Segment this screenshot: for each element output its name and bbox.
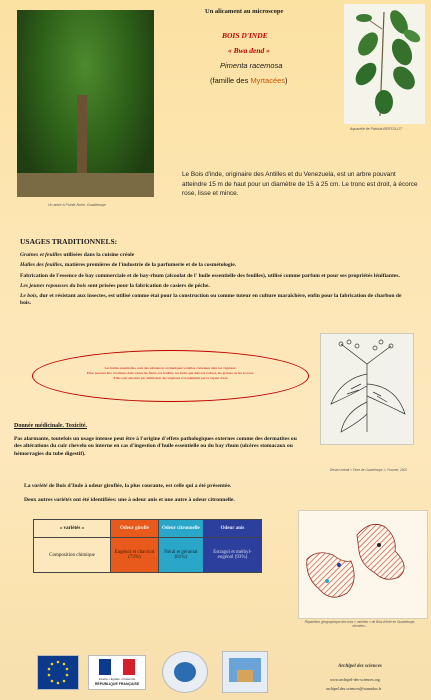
oval-line: Elles sont extraites par distillation des végétaux et notamment par la vapeur d'eau [113, 376, 228, 380]
use-item-emph: Halles des feuilles, [20, 262, 64, 269]
variety-line-1 [24, 483, 314, 490]
family-prefix: (famille des [210, 76, 251, 85]
family-highlight: Myrtacées [250, 76, 286, 85]
variety-line2-em: variétés [54, 497, 72, 503]
use-item [20, 283, 412, 290]
use-item-emph: Graines et feuilles [20, 252, 62, 258]
table-col-head: Odeur citronnelle [158, 520, 203, 538]
creole-name: « Bwa dend » [228, 46, 270, 55]
variety-line-2 [24, 497, 314, 504]
motto: Liberté • Égalité • Fraternité [98, 677, 136, 681]
pretitle: Un alicament au microscope [205, 8, 284, 15]
family-name [210, 76, 288, 85]
uses-list [20, 252, 412, 308]
table-col-head: Odeur anis [203, 520, 261, 538]
footer-brand: Archipel des sciences [338, 664, 382, 669]
oval-text [33, 366, 308, 381]
variety-line1-post: de Bois d'Inde à odeur giroflée, la plus courante, est celle qui a été présentée. [47, 483, 232, 489]
variety-line1-em: variété [31, 483, 48, 489]
eu-stars-icon [38, 656, 78, 689]
leaf-watercolour [344, 4, 425, 124]
use-item [20, 262, 412, 269]
french-flag-icon [99, 659, 135, 675]
latin-name: Pimenta racemosa [220, 61, 283, 70]
oval-line: Les huiles essentielles, sont des substances aromatiques volatiles contenues dans les végétaux. [104, 366, 237, 370]
use-item-emph: Les jeunes repousses du bois [20, 282, 87, 289]
eu-logo [37, 655, 79, 690]
variety-line2-pre: Deux autres [24, 497, 55, 503]
republique-francaise-logo [88, 655, 146, 690]
use-item-rest: dur et résistant aux insectes, est utilisé comme étai pour la construction ou comme tuteur en culture maraîchère, enfin pour la fabrication de charbon de bois. [20, 293, 402, 307]
table-col-head: Odeur girofle [111, 520, 159, 538]
table-row [34, 538, 262, 573]
leaf-illustration [344, 4, 425, 124]
essential-oil-oval [32, 350, 309, 402]
table-row-label: Composition chimique [34, 538, 111, 573]
republique-text: RÉPUBLIQUE FRANÇAISE [94, 682, 140, 686]
drawing-caption: Dessin extrait « Flore de Guadeloupe », Fournet, 2002 [330, 468, 408, 472]
distribution-map [298, 510, 428, 619]
use-item-emph: Le bois, [20, 293, 39, 300]
variety-line2-post: ont été identifiées: une à odeur anis et une autre à odeur citronnelle. [71, 497, 235, 503]
footer-url-1[interactable]: www.archipel-des-sciences.org [330, 677, 380, 682]
table-cell: Estragol et méthyl-eugénol (93%) [203, 538, 261, 573]
use-item-rest: utilisées dans la cuisine créole [61, 252, 135, 258]
tree-ground [17, 173, 154, 197]
uses-title: USAGES TRADITIONNELS: [20, 237, 118, 246]
map-caption: Répartition géographique des trois « variétés » de Bois d'Inde en Guadeloupe, données... [304, 620, 416, 628]
use-item [20, 252, 412, 259]
leaf-caption: Aquarelle de Patricia BERTOLOT [350, 127, 403, 131]
partner-logo-2 [222, 651, 268, 693]
medical-text: Pas alarmante, toutefois un usage intense peut être à l'origine d'effets pathologiques externes comme des dermatites ou des altérations du cuir chevelu ou interne en cas d'ingestion d'huile essentielle ou du bay rhum (ulcères stomacaux ou hémorragies du tube digestif). [14, 436, 297, 457]
tree-photo [17, 10, 154, 197]
intro-paragraph: Le Bois d'inde, originaire des Antilles et du Venezuela, est un arbre pouvant atteindre 15 m de haut pour un diamètre de 15 à 25 cm. Le tronc est droit, à écorce rose, lisse et mince. [182, 171, 418, 198]
oval-line: Elles peuvent être localisées dans toutes les fleurs, les feuilles, les fruits que dans les racines, les graines ou les écorces. [86, 371, 255, 375]
partner-emblem-icon [174, 662, 196, 682]
use-item [20, 293, 412, 308]
botanical-drawing [320, 333, 414, 445]
table-cell: Néral et géranial (81%) [158, 538, 203, 573]
use-item-rest: (alcoolat de l' huile essentielle des feuilles), utilisé comme parfum et pour ses propriétés lénifiantes. [163, 272, 400, 279]
variety-table [33, 519, 262, 573]
variety-line1-pre: La [24, 483, 32, 489]
plant-name: BOIS D'INDE [222, 31, 268, 40]
family-suffix: ) [285, 76, 288, 85]
partner-logo-1 [162, 651, 208, 693]
partner-figure-icon [237, 670, 253, 682]
drawing-illustration [321, 334, 413, 444]
use-item [20, 273, 412, 280]
footer-url-2[interactable]: archipel.des.sciences@wanadoo.fr [326, 686, 382, 691]
table-corner: « variétés » [34, 520, 111, 538]
table-cell: Eugénol et chavicol (73%) [111, 538, 159, 573]
tree-photo-caption: Un arbre à Pointe-Noire, Guadeloupe [48, 203, 106, 207]
medical-title: Donnée médicinale. Toxicité. [14, 423, 87, 429]
use-item-emph: Fabrication de l'essence de bay commerciale et de bay-rhum [20, 272, 164, 279]
use-item-rest: matières premières de l'industrie de la parfumerie et de la cosmétologie. [63, 262, 237, 269]
use-item-rest: sont prisées pour la fabrication de casiers de pêche. [86, 282, 210, 289]
table-header-row [34, 520, 262, 538]
map-illustration [299, 511, 427, 618]
